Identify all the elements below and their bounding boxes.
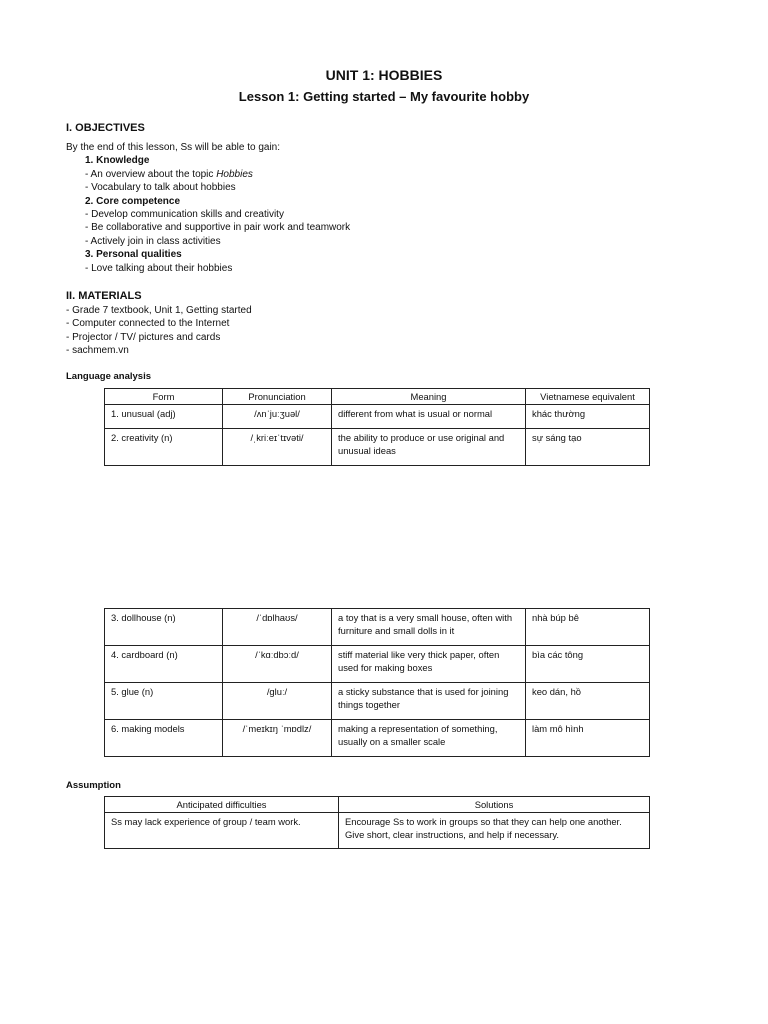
cell-form: 5. glue (n) — [105, 683, 223, 720]
materials-item: - Grade 7 textbook, Unit 1, Getting started — [66, 305, 252, 316]
cell-meaning: a toy that is a very small house, often with furniture and small dolls in it — [332, 609, 526, 646]
cell-vietnamese: keo dán, hồ — [526, 683, 650, 720]
column-header-solutions: Solutions — [339, 797, 650, 813]
cell-meaning: different from what is usual or normal — [332, 405, 526, 429]
assumption-table — [104, 796, 650, 849]
language-analysis-heading: Language analysis — [66, 371, 152, 382]
lesson-title: Lesson 1: Getting started – My favourite hobby — [238, 89, 530, 104]
cell-pronunciation: /ˈkɑːdbɔːd/ — [223, 646, 332, 683]
unit-title: UNIT 1: HOBBIES — [325, 67, 443, 83]
materials-item: - Computer connected to the Internet — [66, 318, 230, 330]
column-header-form: Form — [105, 389, 223, 405]
objectives-block — [66, 141, 350, 275]
materials-item: - sachmem.vn — [66, 345, 129, 357]
competence-item: - Actively join in class activities — [85, 235, 221, 247]
vocabulary-table — [104, 388, 650, 466]
cell-pronunciation: /ˈdɒlhaʊs/ — [223, 609, 332, 646]
table-header-row — [105, 389, 650, 405]
cell-solution: Encourage Ss to work in groups so that they can help one another. Give short, clear instructions, and help if necessary. — [339, 813, 650, 849]
knowledge-topic: Hobbies — [216, 168, 253, 180]
materials-block — [66, 304, 252, 358]
column-header-pronunciation: Pronunciation — [223, 389, 332, 405]
table-row — [105, 813, 650, 849]
cell-meaning: making a representation of something, usually on a smaller scale — [332, 720, 526, 757]
cell-meaning: a sticky substance that is used for joining things together — [332, 683, 526, 720]
cell-vietnamese: bìa các tông — [526, 646, 650, 683]
materials-item: - Projector / TV/ pictures and cards — [66, 331, 221, 343]
qualities-item: - Love talking about their hobbies — [85, 262, 233, 274]
table-row — [105, 429, 650, 466]
assumption-heading: Assumption — [66, 780, 121, 791]
cell-form: 4. cardboard (n) — [105, 646, 223, 683]
cell-meaning: stiff material like very thick paper, often used for making boxes — [332, 646, 526, 683]
cell-vietnamese: làm mô hình — [526, 720, 650, 757]
column-header-vietnamese: Vietnamese equivalent — [526, 389, 650, 405]
cell-form: 3. dollhouse (n) — [105, 609, 223, 646]
objectives-heading: I. OBJECTIVES — [66, 122, 145, 134]
knowledge-item: - Vocabulary to talk about hobbies — [85, 182, 236, 194]
cell-form: 2. creativity (n) — [105, 429, 223, 466]
knowledge-heading: 1. Knowledge — [85, 155, 150, 167]
objectives-intro: By the end of this lesson, Ss will be able to gain: — [66, 142, 281, 153]
competence-heading: 2. Core competence — [85, 195, 181, 207]
competence-item: - Be collaborative and supportive in pair work and teamwork — [85, 222, 351, 234]
table-row — [105, 683, 650, 720]
cell-meaning: the ability to produce or use original and unusual ideas — [332, 429, 526, 466]
cell-pronunciation: /ˈmeɪkɪŋ ˈmɒdlz/ — [223, 720, 332, 757]
column-header-difficulties: Anticipated difficulties — [105, 797, 339, 813]
table-header-row — [105, 797, 650, 813]
cell-pronunciation: /ɡluː/ — [223, 683, 332, 720]
cell-vietnamese: sự sáng tạo — [526, 429, 650, 466]
vocabulary-table-continued — [104, 608, 650, 757]
column-header-meaning: Meaning — [332, 389, 526, 405]
cell-form: 1. unusual (adj) — [105, 405, 223, 429]
table-row — [105, 405, 650, 429]
cell-pronunciation: /ˌkriːeɪˈtɪvəti/ — [223, 429, 332, 466]
cell-vietnamese: nhà búp bê — [526, 609, 650, 646]
cell-difficulty: Ss may lack experience of group / team work. — [105, 813, 339, 849]
knowledge-item — [66, 168, 350, 181]
table-row — [105, 609, 650, 646]
table-row — [105, 646, 650, 683]
cell-form: 6. making models — [105, 720, 223, 757]
knowledge-item-text: - An overview about the topic — [85, 168, 217, 180]
competence-item: - Develop communication skills and creativity — [85, 209, 284, 221]
cell-vietnamese: khác thường — [526, 405, 650, 429]
table-row — [105, 720, 650, 757]
qualities-heading: 3. Personal qualities — [85, 249, 182, 261]
cell-pronunciation: /ʌnˈjuːʒuəl/ — [223, 405, 332, 429]
materials-heading: II. MATERIALS — [66, 290, 142, 302]
